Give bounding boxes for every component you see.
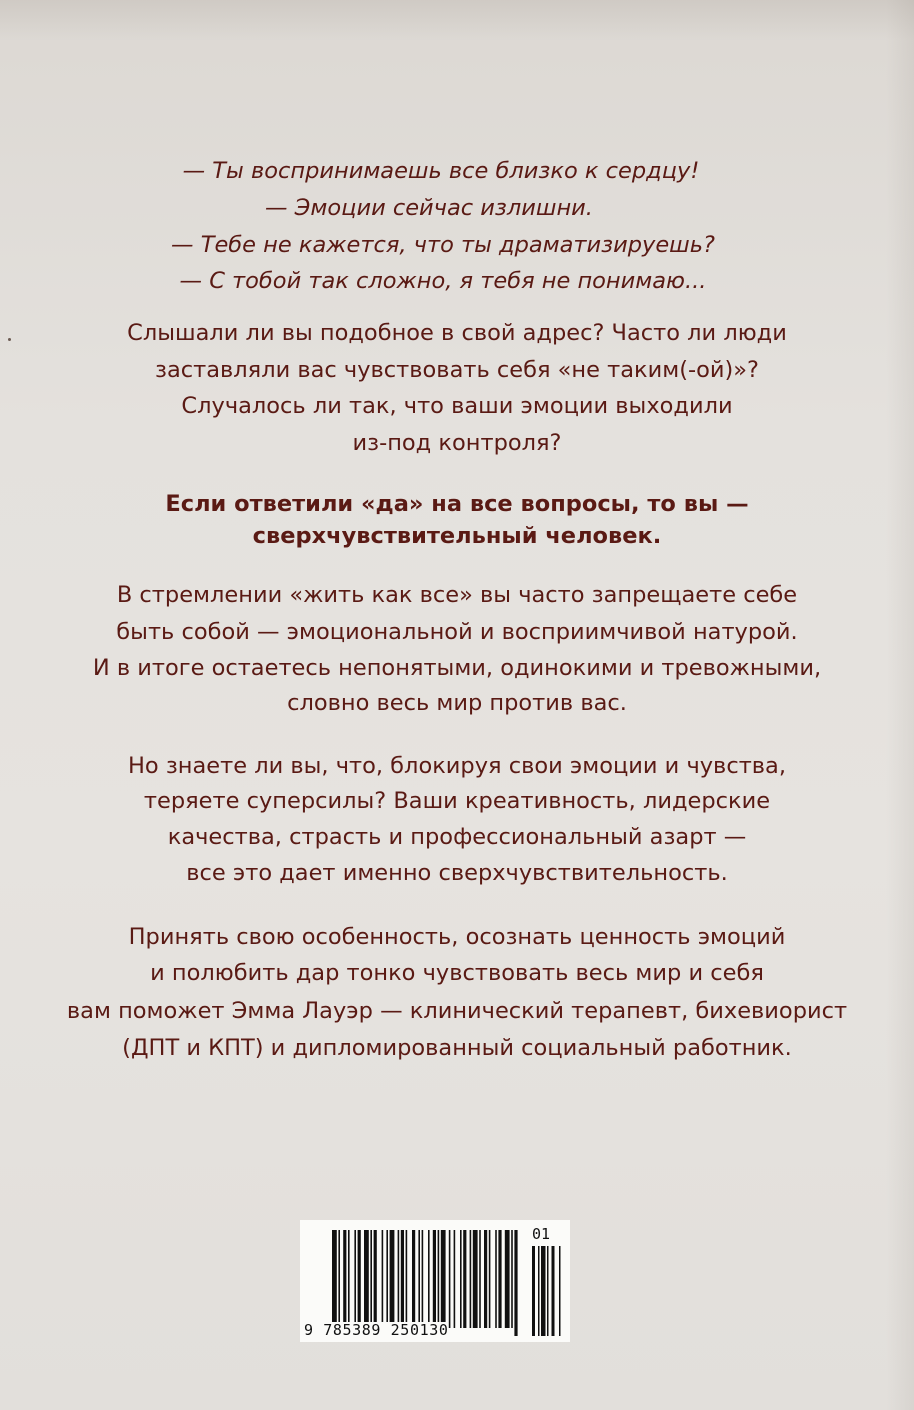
barcode-addon-digits: 01 — [532, 1225, 551, 1243]
paragraph-line: и полюбить дар тонко чувствовать весь мир и себя — [150, 960, 764, 986]
top-shadow — [0, 0, 914, 40]
paragraph-line: теряете суперсилы? Ваши креативность, лидерские — [143, 788, 771, 814]
paragraph-line: Принять свою особенность, осознать ценность эмоций — [128, 924, 786, 950]
paragraph-line: быть собой — эмоциональной и восприимчивой натурой. — [116, 619, 798, 645]
questions-line: из-под контроля? — [352, 430, 562, 456]
paragraph-line: И в итоге остаетесь непонятыми, одинокими и тревожными, — [92, 655, 822, 681]
paragraph-line: (ДПТ и КПТ) и дипломированный социальный работник. — [122, 1035, 792, 1061]
barcode-digits: 9 785389 250130 — [304, 1321, 449, 1339]
epigraph-line: — Тебе не кажется, что ты драматизируешь? — [171, 232, 715, 258]
questions-line: Случалось ли так, что ваши эмоции выходили — [181, 393, 733, 419]
paragraph-line: качества, страсть и профессиональный азарт — — [167, 824, 747, 850]
highlight-line: сверхчувствительный человек. — [252, 523, 662, 549]
highlight-line: Если ответили «да» на все вопросы, то вы — — [165, 491, 749, 517]
paragraph-line: Но знаете ли вы, что, блокируя свои эмоции и чувства, — [127, 753, 786, 779]
questions-line: заставляли вас чувствовать себя «не таким(-ой)»? — [155, 357, 759, 383]
paragraph-line: словно весь мир против вас. — [287, 690, 627, 716]
paragraph-line: все это дает именно сверхчувствительность. — [186, 860, 728, 886]
paragraph-line: В стремлении «жить как все» вы часто запрещаете себе — [116, 582, 798, 608]
epigraph-line: — Эмоции сейчас излишни. — [265, 195, 593, 221]
epigraph-line: — С тобой так сложно, я тебя не понимаю... — [179, 268, 707, 294]
questions-line: Слышали ли вы подобное в свой адрес? Часто ли люди — [127, 320, 787, 346]
paragraph-line: вам поможет Эмма Лауэр — клинический терапевт, бихевиорист — [66, 998, 848, 1024]
epigraph-line: — Ты воспринимаешь все близко к сердцу! — [182, 158, 700, 184]
